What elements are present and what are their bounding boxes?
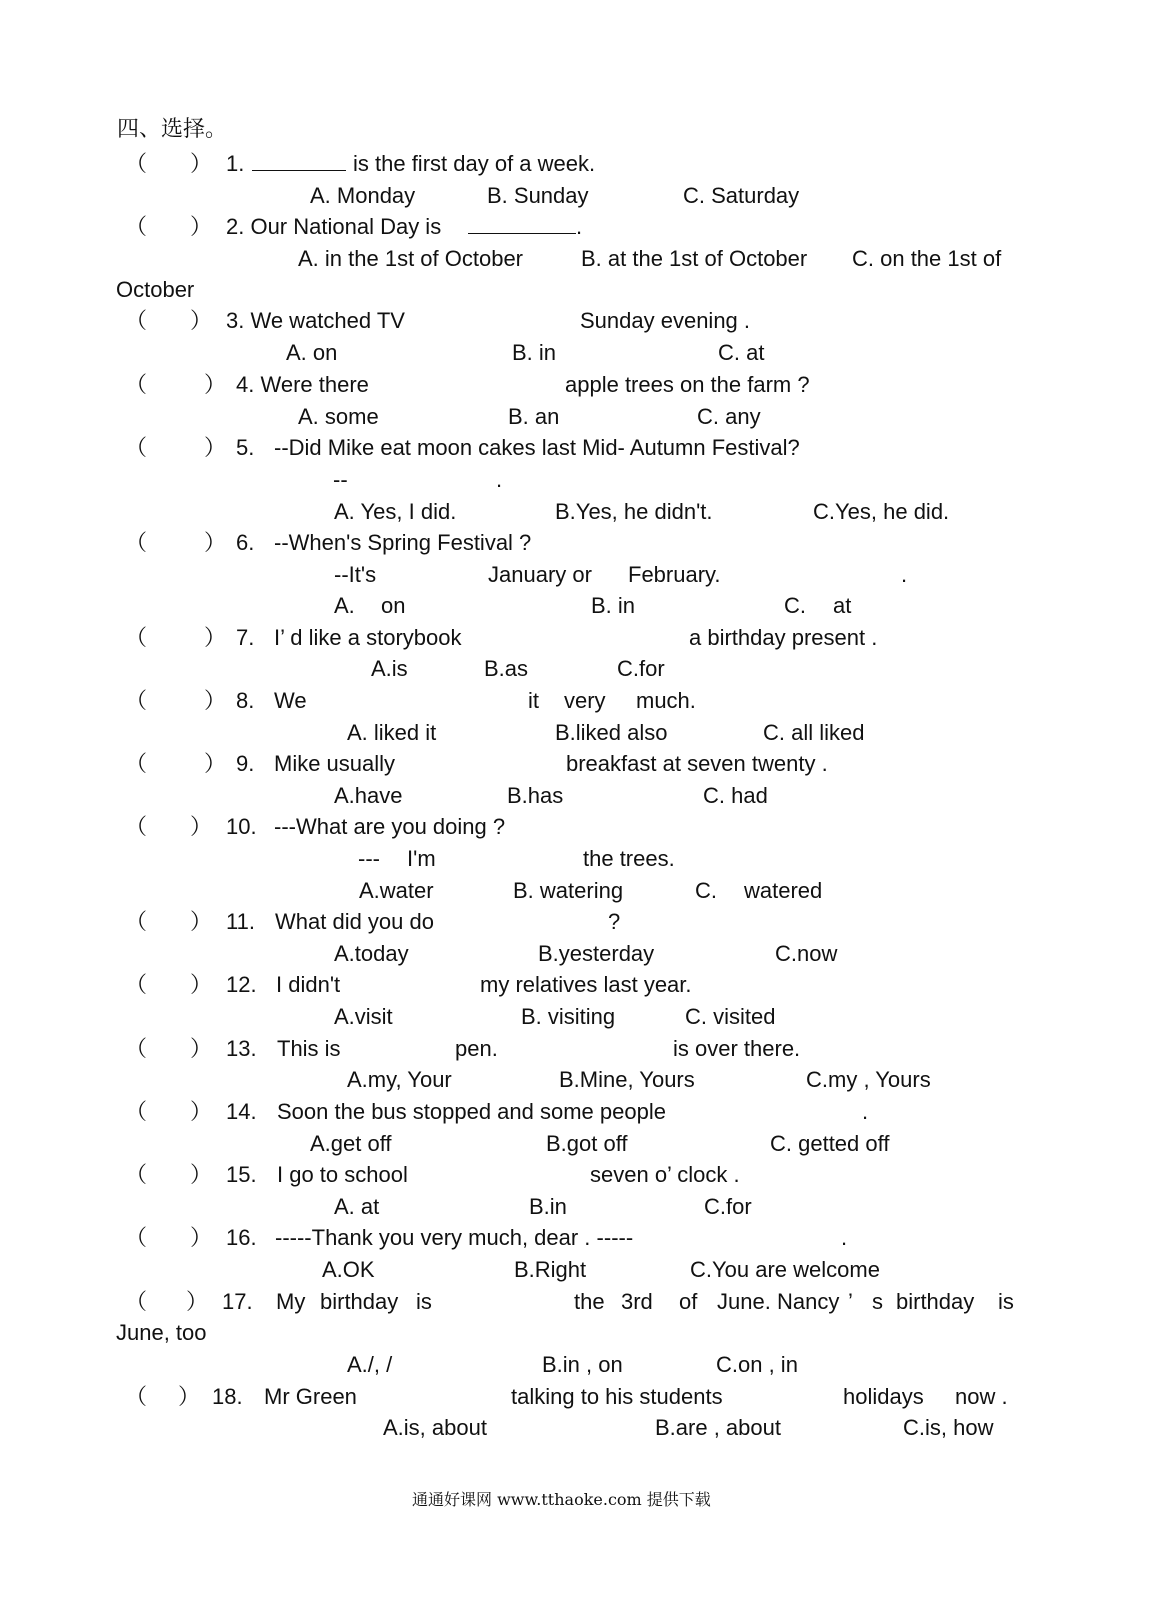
- question-16-option-a: A.OK: [322, 1257, 375, 1282]
- question-8-option-b: B.liked also: [555, 720, 668, 745]
- answer-bracket-close: ）: [204, 530, 227, 555]
- question-17-word-5: 3rd: [621, 1289, 653, 1314]
- question-6-option-a: A.: [334, 593, 355, 618]
- answer-bracket-close: ）: [190, 151, 213, 176]
- question-7-option-c: C.for: [617, 656, 665, 681]
- answer-bracket-close: ）: [190, 1099, 213, 1124]
- question-10-number: 10.: [226, 814, 257, 839]
- question-15-option-c: C.for: [704, 1194, 752, 1219]
- question-18-option-b: B.are , about: [655, 1415, 781, 1440]
- question-15-text-end: seven o’ clock .: [590, 1162, 740, 1187]
- question-11-option-c: C.now: [775, 941, 838, 966]
- question-11-option-a: A.today: [334, 941, 409, 966]
- question-9-option-b: B.has: [507, 783, 564, 808]
- question-7-number: 7.: [236, 625, 255, 650]
- question-6-option-c-text: at: [833, 593, 852, 618]
- question-12-option-c: C. visited: [685, 1004, 776, 1029]
- question-5-option-c: C.Yes, he did.: [813, 499, 950, 524]
- question-18-option-c: C.is, how: [903, 1415, 994, 1440]
- question-18-option-a: A.is, about: [383, 1415, 487, 1440]
- answer-bracket-open: （: [125, 530, 148, 555]
- answer-bracket-close: ）: [190, 814, 213, 839]
- question-12-text: I didn't: [276, 972, 341, 997]
- question-17-word-12: is: [998, 1289, 1014, 1314]
- question-17-word-8: Nancy: [777, 1289, 840, 1314]
- question-1-blank: [252, 150, 346, 178]
- answer-bracket-close: ）: [204, 372, 227, 397]
- answer-bracket-close: ）: [204, 625, 227, 650]
- question-17-word-11: birthday: [896, 1289, 975, 1314]
- question-2-option-b: B. at the 1st of October: [581, 246, 808, 271]
- question-8-option-c: C. all liked: [763, 720, 865, 745]
- question-8-option-a: A. liked it: [347, 720, 437, 745]
- answer-bracket-open: （: [125, 814, 148, 839]
- question-11-question-mark: ?: [608, 909, 621, 934]
- answer-bracket-open: （: [125, 972, 148, 997]
- question-12-option-b: B. visiting: [521, 1004, 616, 1029]
- question-10-reply-dash: ---: [358, 846, 380, 871]
- section-heading: 四、选择。: [117, 117, 228, 142]
- question-1-text: is the first day of a week.: [353, 151, 596, 176]
- question-6-option-a-text: on: [381, 593, 406, 618]
- question-1-option-c: C. Saturday: [683, 183, 800, 208]
- question-6-reply-mid: January or: [488, 562, 592, 587]
- question-4-option-a: A. some: [298, 404, 379, 429]
- question-17-word-10: s: [872, 1289, 883, 1314]
- question-17-option-c: C.on , in: [716, 1352, 798, 1377]
- question-3-option-c: C. at: [718, 340, 765, 365]
- question-4-option-b: B. an: [508, 404, 560, 429]
- question-2-option-a: A. in the 1st of October: [298, 246, 524, 271]
- question-16-text: -----Thank you very much, dear . -----: [275, 1225, 634, 1250]
- question-17-wrap: June, too: [116, 1320, 207, 1345]
- question-7-option-a: A.is: [371, 656, 408, 681]
- question-6-number: 6.: [236, 530, 255, 555]
- answer-bracket-close: ）: [204, 435, 227, 460]
- question-18-text-holidays: holidays: [843, 1384, 924, 1409]
- question-9-number: 9.: [236, 751, 255, 776]
- answer-bracket-open: （: [125, 308, 148, 333]
- question-13-number: 13.: [226, 1036, 257, 1061]
- question-4-text: 4. Were there: [236, 372, 369, 397]
- question-16-number: 16.: [226, 1225, 257, 1250]
- question-7-text: I’ d like a storybook: [274, 625, 462, 650]
- question-17-word-1: My: [276, 1289, 306, 1314]
- question-5-text: --Did Mike eat moon cakes last Mid- Autumn Festival?: [274, 435, 800, 460]
- question-9-option-a: A.have: [334, 783, 403, 808]
- question-17-word-9: ’: [848, 1289, 853, 1314]
- question-10-option-c-text: watered: [744, 878, 823, 903]
- question-11-text: What did you do: [275, 909, 434, 934]
- question-10-reply-start: I'm: [407, 846, 436, 871]
- question-18-number: 18.: [212, 1384, 243, 1409]
- answer-bracket-open: （: [125, 372, 148, 397]
- answer-bracket-close: ）: [190, 972, 213, 997]
- question-7-option-b: B.as: [484, 656, 529, 681]
- question-10-option-c: C.: [695, 878, 717, 903]
- answer-bracket-close: ）: [190, 1162, 213, 1187]
- question-15-text: I go to school: [277, 1162, 408, 1187]
- question-4-text-end: apple trees on the farm ?: [565, 372, 810, 397]
- question-10-text: ---What are you doing ?: [274, 814, 506, 839]
- question-6-reply-month: February.: [628, 562, 721, 587]
- answer-bracket-close: ）: [190, 1225, 213, 1250]
- question-13-text: This is: [277, 1036, 341, 1061]
- question-18-text-mid: talking to his students: [511, 1384, 723, 1409]
- question-8-word-3: very: [564, 688, 606, 713]
- question-2-option-c: C. on the 1st of: [852, 246, 1002, 271]
- question-14-number: 14.: [226, 1099, 257, 1124]
- answer-bracket-open: （: [125, 909, 148, 934]
- answer-bracket-open: （: [125, 214, 148, 239]
- question-14-option-b: B.got off: [546, 1131, 628, 1156]
- question-4-option-c: C. any: [697, 404, 761, 429]
- question-17-option-a: A./, /: [347, 1352, 393, 1377]
- question-6-reply-period: .: [901, 562, 908, 587]
- question-14-option-c: C. getted off: [770, 1131, 890, 1156]
- question-10-option-b: B. watering: [513, 878, 624, 903]
- question-17-word-2: birthday: [320, 1289, 399, 1314]
- question-17-option-b: B.in , on: [542, 1352, 623, 1377]
- question-15-option-b: B.in: [529, 1194, 567, 1219]
- question-1-option-b: B. Sunday: [487, 183, 589, 208]
- question-17-number: 17.: [222, 1289, 253, 1314]
- question-11-option-b: B.yesterday: [538, 941, 655, 966]
- question-1-number: 1.: [226, 151, 245, 176]
- answer-bracket-open: （: [125, 1225, 148, 1250]
- question-16-option-c: C.You are welcome: [690, 1257, 880, 1282]
- question-13-text-end: is over there.: [673, 1036, 801, 1061]
- question-8-word-4: much.: [636, 688, 696, 713]
- question-13-option-a: A.my, Your: [347, 1067, 452, 1092]
- question-10-option-a: A.water: [359, 878, 434, 903]
- question-13-text-mid: pen.: [455, 1036, 498, 1061]
- question-9-text-end: breakfast at seven twenty .: [566, 751, 828, 776]
- answer-bracket-open: （: [125, 435, 148, 460]
- answer-bracket-close: ）: [186, 1289, 209, 1314]
- question-10-reply-end: the trees.: [583, 846, 675, 871]
- question-17-word-7: June.: [717, 1289, 771, 1314]
- question-12-option-a: A.visit: [334, 1004, 393, 1029]
- question-8-word-1: We: [274, 688, 307, 713]
- question-18-text-end: now .: [955, 1384, 1008, 1409]
- question-2-blank: [468, 213, 576, 241]
- question-14-period: .: [862, 1099, 869, 1124]
- answer-bracket-open: （: [125, 1384, 148, 1409]
- answer-bracket-open: （: [125, 751, 148, 776]
- answer-bracket-open: （: [125, 1162, 148, 1187]
- question-16-period: .: [841, 1225, 848, 1250]
- question-3-option-a: A. on: [286, 340, 338, 365]
- question-9-option-c: C. had: [703, 783, 768, 808]
- question-3-text: 3. We watched TV: [226, 308, 405, 333]
- answer-bracket-open: （: [125, 1036, 148, 1061]
- question-17-word-4: the: [574, 1289, 605, 1314]
- question-18-text: Mr Green: [264, 1384, 357, 1409]
- question-13-option-c: C.my , Yours: [806, 1067, 931, 1092]
- question-5-option-a: A. Yes, I did.: [334, 499, 457, 524]
- answer-bracket-close: ）: [190, 308, 213, 333]
- question-3-option-b: B. in: [512, 340, 557, 365]
- question-6-option-b: B. in: [591, 593, 636, 618]
- question-11-number: 11.: [226, 909, 255, 934]
- question-5-option-b: B.Yes, he didn't.: [555, 499, 713, 524]
- question-8-number: 8.: [236, 688, 255, 713]
- answer-bracket-close: ）: [204, 688, 227, 713]
- question-15-option-a: A. at: [334, 1194, 380, 1219]
- question-5-reply-period: .: [496, 467, 503, 492]
- answer-bracket-close: ）: [190, 1036, 213, 1061]
- question-17-word-6: of: [679, 1289, 698, 1314]
- question-2-option-c-wrap: October: [116, 277, 195, 302]
- question-9-text: Mike usually: [274, 751, 396, 776]
- question-1-option-a: A. Monday: [310, 183, 416, 208]
- question-7-text-end: a birthday present .: [689, 625, 878, 650]
- answer-bracket-close: ）: [190, 909, 213, 934]
- answer-bracket-open: （: [125, 625, 148, 650]
- question-2-period: .: [576, 214, 583, 239]
- question-12-text-end: my relatives last year.: [480, 972, 692, 997]
- footer-source: 通通好课网 www.tthaoke.com 提供下载: [412, 1490, 711, 1509]
- question-15-number: 15.: [226, 1162, 257, 1187]
- answer-bracket-open: （: [125, 1099, 148, 1124]
- question-2-text: 2. Our National Day is: [226, 214, 442, 239]
- question-14-option-a: A.get off: [310, 1131, 392, 1156]
- answer-bracket-close: ）: [204, 751, 227, 776]
- question-5-reply-dash: --: [333, 467, 348, 492]
- question-14-text: Soon the bus stopped and some people: [277, 1099, 666, 1124]
- question-6-option-c: C.: [784, 593, 806, 618]
- question-13-option-b: B.Mine, Yours: [559, 1067, 695, 1092]
- question-3-text-end: Sunday evening .: [580, 308, 751, 333]
- question-6-reply-start: --It's: [334, 562, 377, 587]
- answer-bracket-open: （: [125, 1289, 148, 1314]
- answer-bracket-open: （: [125, 151, 148, 176]
- question-6-text: --When's Spring Festival ?: [274, 530, 532, 555]
- answer-bracket-close: ）: [178, 1384, 201, 1409]
- answer-bracket-open: （: [125, 688, 148, 713]
- question-12-number: 12.: [226, 972, 257, 997]
- question-8-word-2: it: [528, 688, 539, 713]
- answer-bracket-close: ）: [190, 214, 213, 239]
- question-5-number: 5.: [236, 435, 255, 460]
- question-17-word-3: is: [416, 1289, 432, 1314]
- question-16-option-b: B.Right: [514, 1257, 587, 1282]
